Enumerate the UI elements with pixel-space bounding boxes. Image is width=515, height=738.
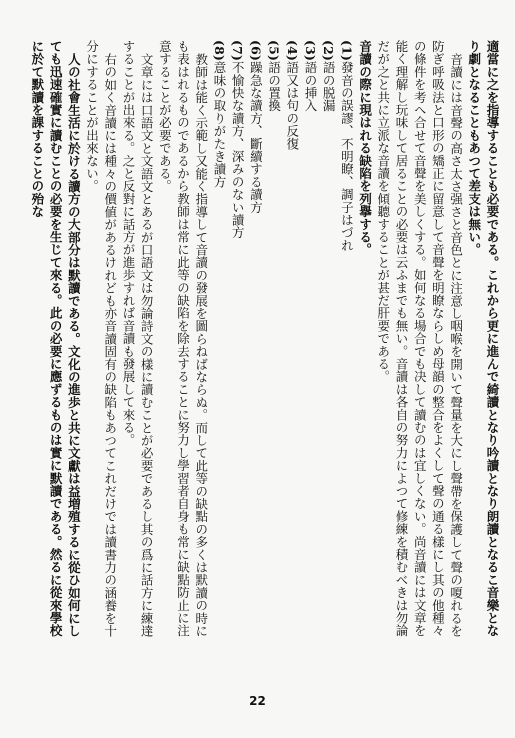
list-item: [283, 40, 301, 640]
paragraph-6: 右の如く音讀には種々の價値があるけれども亦音讀固有の缺陷もあつてこれだけでは讀書力の涵養を十分にすることが出來ない。: [84, 40, 118, 637]
list-item: [228, 40, 246, 640]
list-item: [246, 40, 264, 640]
paragraph-4: 教師は能く示範し又能く指導して音讀の發展を圖らねばならぬ。而して此等の缺點の多くは默讀の時にも表はれるものであるから教師は常に此等の缺陷を除去することに努力し學習者自身も常に缺點防止に注意することが必要である。: [157, 40, 209, 637]
paragraph-2: 音讀には音聲の高さ太さ强さと音色とに注意し咽喉を開いて聲量を大にし聲帶を保護して聲の嗄れるを防ぎ呼吸法と口形の矯正に留意して音聲を明瞭ならしめ母韻の整合をよくして聲の通る樣にし其の他種々の條件を考へ合せて音聲を美しくする。如何なる場合でも决して讀むのは宜しくない。尚音讀には文章を能く理解し玩味して居ることの必要は云ふまでも無い。音讀は各自の努力によつて修練を積むべきは勿論だが之と共に立派な音讀を傾聽することが甚だ肝要である。: [375, 40, 464, 637]
list-item-text: 語の置換: [266, 61, 282, 112]
list-item: [337, 40, 355, 640]
list-item-number: (2): [321, 40, 337, 62]
vertical-text-body: [16, 40, 501, 640]
list-item: [319, 40, 337, 640]
list-item-text: 語の脱漏: [321, 61, 337, 112]
paragraph-3: 音讀の際に現はれる缺陷を列擧する。: [357, 40, 373, 256]
list-item-number: (7): [230, 40, 246, 62]
list-item-text: 不愉快な讀方、深みのない讀方: [230, 61, 246, 239]
list-item-number: (4): [284, 40, 300, 62]
list-item-number: (6): [248, 40, 264, 62]
page-number: 22: [249, 694, 266, 708]
list-item-text: 意味の取りがたき讀方: [211, 61, 227, 189]
list-item: [210, 40, 228, 640]
list-item-number: (8): [211, 40, 227, 62]
list-item-text: 語の挿入: [302, 61, 318, 112]
list-item-number: (1): [339, 40, 355, 62]
list-item: [301, 40, 319, 640]
list-item-text: 發音の誤謬、不明瞭、調子はづれ: [339, 61, 355, 252]
paragraph-7: 人の社會生活に於ける讀方の大部分は默讀である。文化の進歩と共に文獻は益増殖するに從ひ如何にしても迅速確實に讀むことの必要を生じて來る。此の必要に應ずるものは實に默讀である。然るに從來學校に於て默讀を課することの殆な: [29, 40, 82, 637]
list-item-number: (5): [266, 40, 282, 62]
list-item-text: 躁急な讀方、斷續する讀方: [248, 61, 264, 214]
paragraph-5: 文章には口語文と文語文とあるが口語文は勿論詩文の樣に讀むことが必要であるし其の爲に話方に練達することが出來る。之と反對に話方が進歩すれば音讀も發展して來る。: [120, 40, 155, 637]
paragraph-1: 適當に之を指導することも必要である。これから更に進んで綺讀となり吟讀となり朗讀となるこ音樂となり劇となることもあつて差支は無い。: [466, 40, 500, 637]
list-item: [264, 40, 282, 640]
list-item-number: (3): [302, 40, 318, 62]
list-item-text: 語又は句の反復: [284, 61, 300, 151]
